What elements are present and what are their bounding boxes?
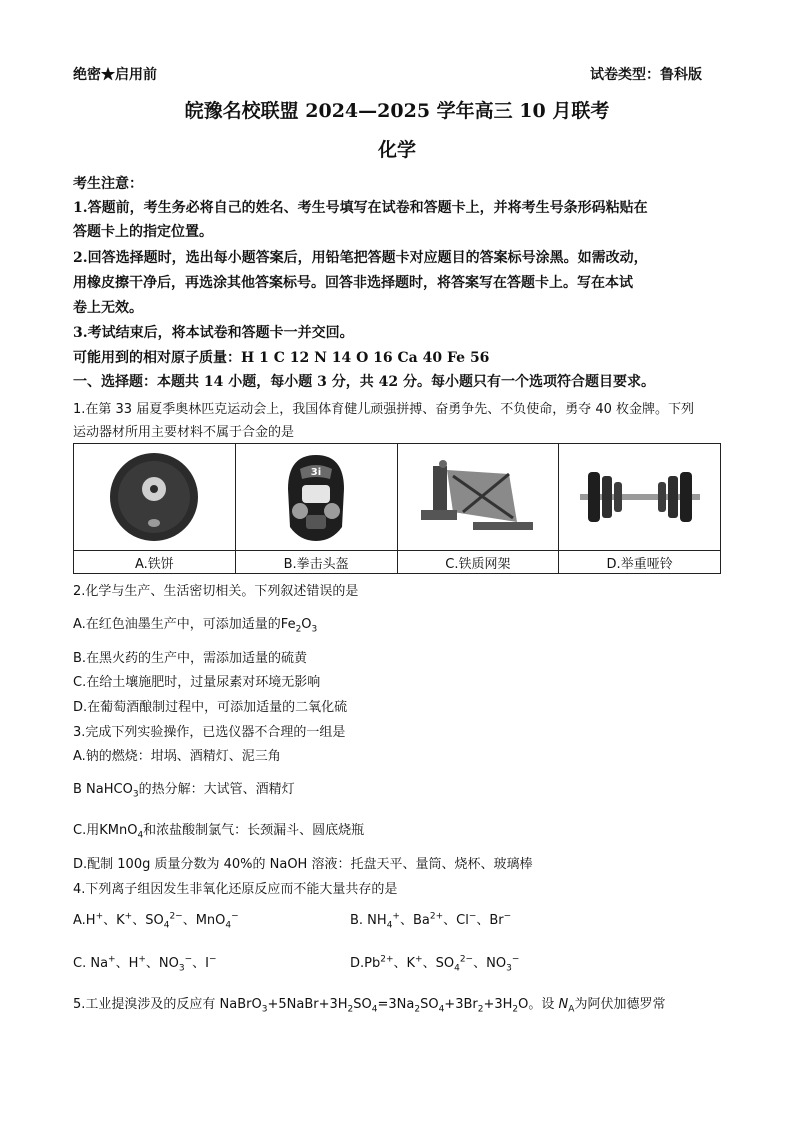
option-c-caption: C.铁质网架: [397, 551, 559, 574]
notice-item1-line1: 1.答题前，考生务必将自己的姓名、考生号填写在试卷和答题卡上，并将考生号条形码粘贴在: [73, 200, 648, 216]
dumbbell-icon: [570, 462, 710, 532]
q3-option-c-pre: C.用KMnO: [73, 823, 138, 838]
notice-item1-line2: 答题卡上的指定位置。: [73, 224, 213, 240]
q2-option-b: B.在黑火药的生产中，需添加适量的硫黄: [73, 651, 308, 666]
q3-option-c-post: 和浓盐酸制氯气：长颈漏斗、圆底烧瓶: [143, 823, 365, 838]
q5-line1: 5.工业提溴涉及的反应有 $NaBrO_3+5NaBr+3H_2SO_4=3Na_2SO_4+3Br_2+3H_2O$。设 $N_A$为阿伏加德罗常: [73, 997, 666, 1015]
header-right: 试卷类型：鲁科版: [590, 67, 702, 83]
notice-item2-line3: 卷上无效。: [73, 300, 143, 316]
q3-option-b-post: 的热分解：大试管、酒精灯: [138, 782, 295, 797]
q4-option-a: A.H+、K+、$SO_4^{2-}$、MnO$_4$−: [73, 911, 239, 931]
dumbbell-image-cell: [559, 444, 721, 551]
q5-pre: 5.工业提溴涉及的反应有 NaBrO: [73, 997, 262, 1012]
q5-post: 为阿伏加德罗常: [574, 997, 666, 1012]
notice-item2-line2: 用橡皮擦干净后，再选涂其他答案标号。回答非选择题时，将答案写在答题卡上。写在本试: [73, 275, 633, 291]
discus-icon: [104, 449, 204, 545]
svg-text:3i: 3i: [310, 467, 322, 478]
q3-option-b-pre: B NaHCO: [73, 782, 133, 797]
q1-line2: 运动器材所用主要材料不属于合金的是: [73, 425, 295, 440]
boxing-helmet-icon: [276, 449, 356, 545]
q3-option-b: B NaHCO$_3$的热分解：大试管、酒精灯: [73, 782, 295, 800]
q3-stem: 3.完成下列实验操作，已选仪器不合理的一组是: [73, 725, 346, 740]
q1-options-table: [73, 443, 721, 574]
option-b-caption: B.拳击头盔: [235, 551, 397, 574]
notice-item3: 3.考试结束后，将本试卷和答题卡一并交回。: [73, 325, 354, 341]
helmet-image-cell: [235, 444, 397, 551]
iron-frame-icon: [413, 452, 543, 542]
q1-line1: 1.在第 33 届夏季奥林匹克运动会上，我国体育健儿顽强拼搏、奋勇争先、不负使命，勇夺 40 枚金牌。下列: [73, 402, 695, 417]
header-left: 绝密★启用前: [73, 67, 157, 83]
notice-item2-line1: 2.回答选择题时，选出每小题答案后，用铅笔把答题卡对应题目的答案标号涂黑。如需改动，: [73, 250, 648, 266]
q3-option-c: C.用KMnO$_4$和浓盐酸制氯气：长颈漏斗、圆底烧瓶: [73, 823, 365, 841]
q2-stem: 2.化学与生产、生活密切相关。下列叙述错误的是: [73, 584, 359, 599]
q4-option-b: B. $NH_4^+$、$Ba^{2+}$、Cl−、Br−: [350, 911, 512, 931]
q2-option-a-text: A.在红色油墨生产中，可添加适量的Fe: [73, 617, 296, 632]
q2-option-a: A.在红色油墨生产中，可添加适量的$Fe_2O_3$: [73, 617, 318, 635]
q2-option-d: D.在葡萄酒酿制过程中，可添加适量的二氧化硫: [73, 700, 348, 715]
q2-option-c: C.在给土壤施肥时，过量尿素对环境无影响: [73, 675, 321, 690]
q3-option-a: A.钠的燃烧：坩埚、酒精灯、泥三角: [73, 749, 281, 764]
q4-option-c: C. Na+、H+、$NO_3^-$、I−: [73, 954, 217, 974]
section1-heading: 一、选择题：本题共 14 小题，每小题 3 分，共 42 分。每小题只有一个选项符合题目要求。: [73, 374, 655, 390]
notice-heading: 考生注意：: [73, 176, 143, 192]
exam-title: 皖豫名校联盟 2024—2025 学年高三 10 月联考: [184, 100, 610, 122]
iron-frame-image-cell: [397, 444, 559, 551]
q3-option-d: D.配制 100g 质量分数为 40%的 NaOH 溶液：托盘天平、量筒、烧杯、玻璃棒: [73, 857, 533, 872]
q4-stem: 4.下列离子组因发生非氧化还原反应而不能大量共存的是: [73, 882, 398, 897]
option-a-caption: A.铁饼: [74, 551, 236, 574]
subject-title: 化学: [377, 139, 416, 161]
atomic-mass-line: 可能用到的相对原子质量：H 1 C 12 N 14 O 16 Ca 40 Fe 56: [73, 350, 490, 366]
option-d-caption: D.举重哑铃: [559, 551, 721, 574]
q4-option-d: $D.Pb^{2+}$、K+、$SO_4^{2-}$、$NO_3^-$: [350, 954, 520, 974]
discus-image-cell: [74, 444, 236, 551]
